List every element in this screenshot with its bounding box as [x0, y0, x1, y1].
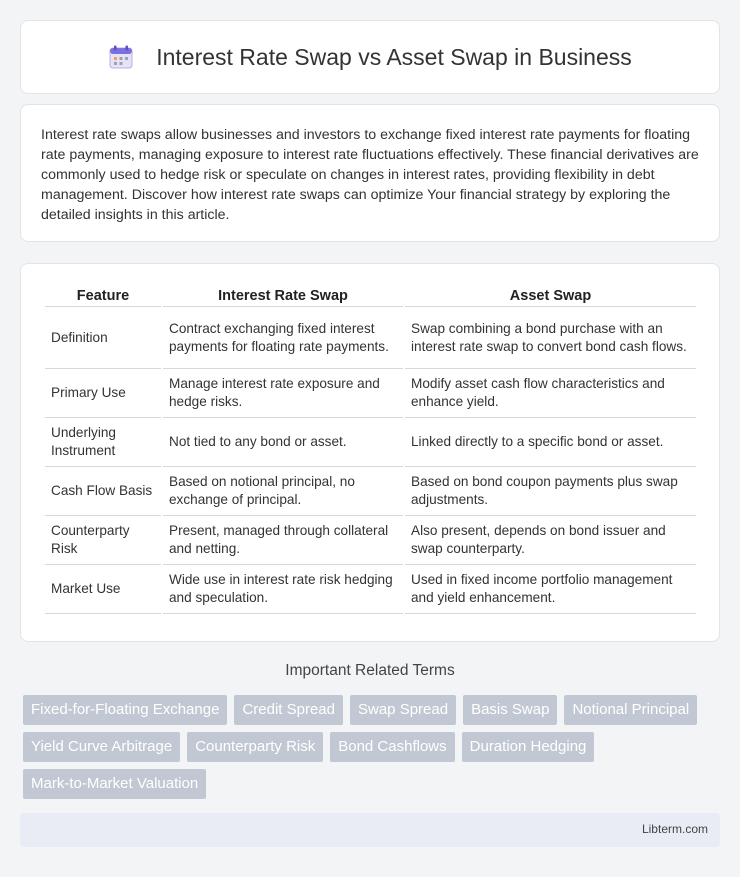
asset-swap-cell: Also present, depends on bond issuer and swap counterparty. [405, 516, 696, 565]
header-asset-swap: Asset Swap [405, 286, 696, 307]
asset-swap-cell: Modify asset cash flow characteristics and enhance yield. [405, 369, 696, 418]
feature-cell: Cash Flow Basis [45, 467, 161, 516]
asset-swap-cell: Linked directly to a specific bond or asset. [405, 418, 696, 467]
intro-card [20, 104, 720, 242]
table-row [45, 467, 696, 516]
header-feature: Feature [45, 286, 161, 307]
interest-rate-swap-cell: Contract exchanging fixed interest payments for floating rate payments. [163, 307, 403, 369]
interest-rate-swap-cell: Not tied to any bond or asset. [163, 418, 403, 467]
comparison-table [43, 286, 698, 614]
intro-text: Interest rate swaps allow businesses and investors to exchange fixed interest rate payments for floating rate payments, managing exposure to interest rate fluctuations effectively. These financial derivatives are commonly used to hedge risk or speculate on changes in interest rates, providing flexibility in debt management. Discover how interest rate swaps can optimize Your financial strategy by exploring the detailed insights in this article. [41, 127, 699, 223]
comparison-card [20, 263, 720, 642]
asset-swap-cell: Used in fixed income portfolio management and yield enhancement. [405, 565, 696, 614]
related-term-tag[interactable]: Duration Hedging [462, 732, 595, 762]
table-row [45, 369, 696, 418]
asset-swap-cell: Swap combining a bond purchase with an interest rate swap to convert bond cash flows. [405, 307, 696, 369]
table-row [45, 418, 696, 467]
related-term-tag[interactable]: Swap Spread [350, 695, 456, 725]
asset-swap-cell: Based on bond coupon payments plus swap adjustments. [405, 467, 696, 516]
feature-cell: Counterparty Risk [45, 516, 161, 565]
interest-rate-swap-cell: Wide use in interest rate risk hedging and speculation. [163, 565, 403, 614]
table-row [45, 516, 696, 565]
page-title: Interest Rate Swap vs Asset Swap in Business [156, 43, 632, 70]
header-card [20, 20, 720, 94]
related-term-tag[interactable]: Yield Curve Arbitrage [23, 732, 180, 762]
related-term-tag[interactable]: Mark-to-Market Valuation [23, 769, 206, 799]
feature-cell: Definition [45, 307, 161, 369]
footer [20, 813, 720, 847]
related-term-tag[interactable]: Fixed-for-Floating Exchange [23, 695, 227, 725]
related-terms-list [23, 695, 713, 799]
interest-rate-swap-cell: Present, managed through collateral and netting. [163, 516, 403, 565]
table-row [45, 565, 696, 614]
header-interest-rate-swap: Interest Rate Swap [163, 286, 403, 307]
interest-rate-swap-cell: Based on notional principal, no exchange of principal. [163, 467, 403, 516]
related-term-tag[interactable]: Credit Spread [234, 695, 343, 725]
table-header-row [45, 286, 696, 307]
related-terms-title: Important Related Terms [285, 662, 455, 679]
feature-cell: Primary Use [45, 369, 161, 418]
footer-site-link[interactable]: Libterm.com [641, 822, 708, 836]
related-term-tag[interactable]: Basis Swap [463, 695, 557, 725]
calendar-icon [108, 44, 134, 70]
interest-rate-swap-cell: Manage interest rate exposure and hedge risks. [163, 369, 403, 418]
related-term-tag[interactable]: Notional Principal [564, 695, 697, 725]
related-term-tag[interactable]: Bond Cashflows [330, 732, 454, 762]
feature-cell: Underlying Instrument [45, 418, 161, 467]
table-row [45, 307, 696, 369]
title-wrap [108, 44, 632, 71]
related-term-tag[interactable]: Counterparty Risk [187, 732, 323, 762]
feature-cell: Market Use [45, 565, 161, 614]
